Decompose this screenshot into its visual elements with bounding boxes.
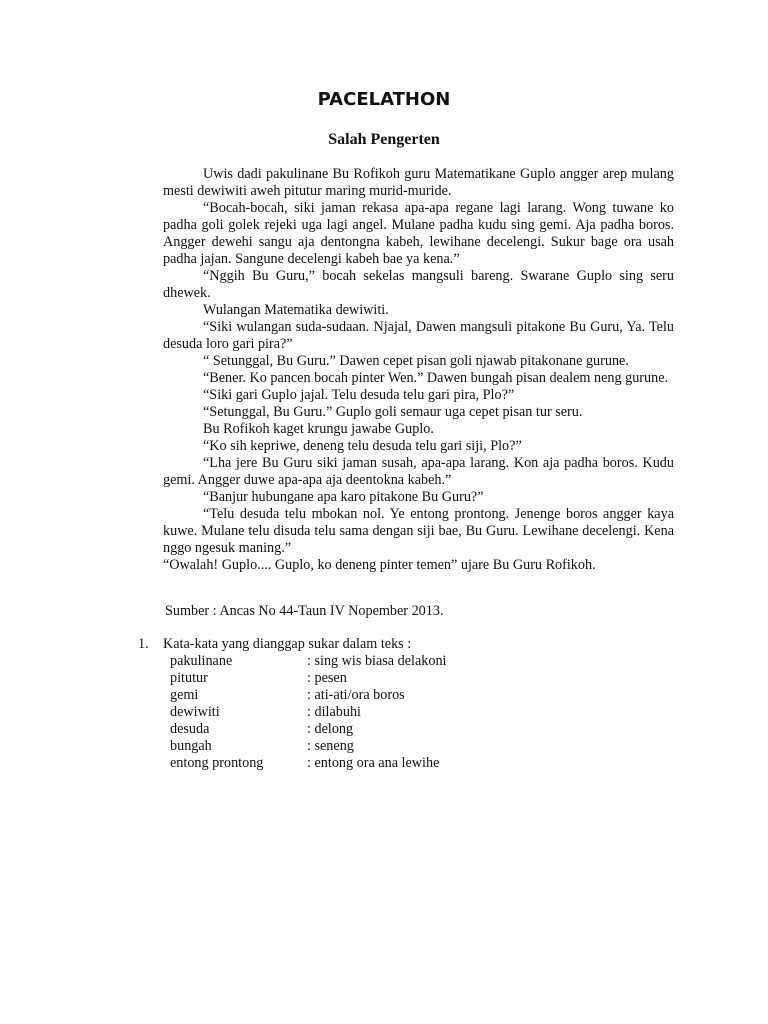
vocabulary-term: pakulinane xyxy=(170,653,233,669)
vocabulary-definition: : ati-ati/ora boros xyxy=(307,687,405,703)
vocabulary-row xyxy=(170,687,670,704)
paragraph: “Siki wulangan suda-sudaan. Njajal, Dawen mangsuli pitakone Bu Guru, Ya. Telu desuda loro gari pira?” xyxy=(163,319,674,352)
vocabulary-row xyxy=(170,653,670,670)
vocabulary-list xyxy=(170,653,670,772)
paragraph: “Telu desuda telu mbokan nol. Ye entong prontong. Jenenge boros angger kaya kuwe. Mulane telu disuda telu sama dengan siji bae, Bu Guru. Lewihane decelengi. Kena nggo ngesuk maning.” xyxy=(163,506,674,556)
vocabulary-term: entong prontong xyxy=(170,755,264,771)
vocabulary-row xyxy=(170,704,670,721)
vocabulary-term: bungah xyxy=(170,738,212,754)
vocabulary-definition: : entong ora ana lewihe xyxy=(307,755,440,771)
vocabulary-term: pitutur xyxy=(170,670,208,686)
paragraph: “Nggih Bu Guru,” bocah sekelas mangsuli bareng. Swarane Guplo sing seru dhewek. xyxy=(163,268,674,301)
paragraph: “Siki gari Guplo jajal. Telu desuda telu gari pira, Plo?” xyxy=(203,387,515,403)
paragraph: Wulangan Matematika dewiwiti. xyxy=(203,302,389,318)
paragraph: “Bocah-bocah, siki jaman rekasa apa-apa regane lagi larang. Wong tuwane ko padha goli golek rejeki uga lagi angel. Mulane padha kudu sing gemi. Aja padha boros. Angger dewehi sangu aja dentongna kabeh, lewihane decelengi. Sukur bage ora usah padha jajan. Sangune decelengi kabeh bae ya kena.” xyxy=(163,200,674,267)
paragraph: “Lha jere Bu Guru siki jaman susah, apa-apa larang. Kon aja padha boros. Kudu gemi. Angger duwe apa-apa aja deentokna kabeh.” xyxy=(163,455,674,488)
vocabulary-heading: Kata-kata yang dianggap sukar dalam teks : xyxy=(163,636,412,652)
paragraph: “Setunggal, Bu Guru.” Guplo goli semaur uga cepet pisan tur seru. xyxy=(203,404,583,420)
document-subtitle: Salah Pengerten xyxy=(328,131,440,148)
vocabulary-row xyxy=(170,721,670,738)
vocabulary-row xyxy=(170,755,670,772)
paragraph: Bu Rofikoh kaget krungu jawabe Guplo. xyxy=(203,421,434,437)
paragraph: Uwis dadi pakulinane Bu Rofikoh guru Matematikane Guplo angger arep mulang mesti dewiwiti aweh pitutur maring murid-muride. xyxy=(163,166,674,199)
vocabulary-term: desuda xyxy=(170,721,210,737)
vocabulary-definition: : dilabuhi xyxy=(307,704,361,720)
paragraph: “Ko sih kepriwe, deneng telu desuda telu gari siji, Plo?” xyxy=(203,438,522,454)
paragraph: “ Setunggal, Bu Guru.” Dawen cepet pisan goli njawab pitakonane gurune. xyxy=(203,353,629,369)
vocabulary-term: gemi xyxy=(170,687,199,703)
story-body xyxy=(163,166,674,574)
vocabulary-definition: : sing wis biasa delakoni xyxy=(307,653,447,669)
document-title: PACELATHON xyxy=(317,89,451,110)
vocabulary-definition: : pesen xyxy=(307,670,347,686)
paragraph: “Banjur hubungane apa karo pitakone Bu Guru?” xyxy=(203,489,484,505)
vocabulary-row xyxy=(170,670,670,687)
closing-paragraph: “Owalah! Guplo.... Guplo, ko deneng pinter temen” ujare Bu Guru Rofikoh. xyxy=(163,557,596,573)
vocabulary-definition: : delong xyxy=(307,721,354,737)
source-citation: Sumber : Ancas No 44-Taun IV Nopember 2013. xyxy=(165,603,444,619)
vocabulary-row xyxy=(170,738,670,755)
list-number: 1. xyxy=(138,636,149,652)
paragraph: “Bener. Ko pancen bocah pinter Wen.” Dawen bungah pisan dealem neng gurune. xyxy=(203,370,669,386)
vocabulary-definition: : seneng xyxy=(307,738,354,754)
vocabulary-term: dewiwiti xyxy=(170,704,220,720)
